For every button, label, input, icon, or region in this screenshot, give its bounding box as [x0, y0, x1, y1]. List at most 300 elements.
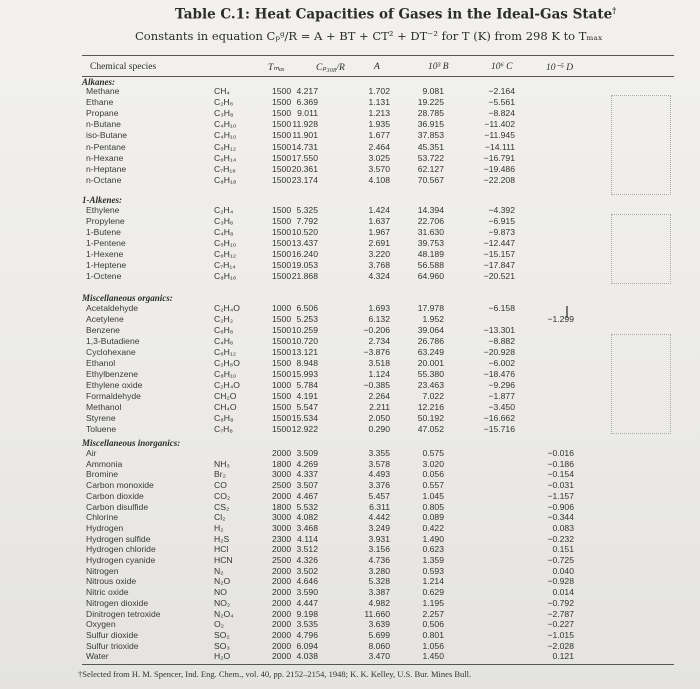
table-row [0, 314, 700, 324]
cell-a: 3.578 [368, 458, 390, 469]
cell-a: 6.311 [369, 501, 390, 512]
cell-c: −11.945 [484, 130, 515, 141]
section-label-alkenes: 1-Alkenes: [82, 195, 122, 205]
table-row [0, 619, 700, 629]
cell-tmax: 2500 [272, 480, 292, 491]
cell-tmax: 1500 [272, 391, 292, 401]
cell-name: 1-Butene [86, 227, 121, 237]
table-row [0, 424, 700, 434]
cell-name: Air [86, 448, 97, 458]
table-row [0, 469, 700, 479]
cell-d: −2.787 [547, 608, 574, 619]
cell-d: −0.344 [547, 512, 574, 523]
cell-name: 1,3-Butadiene [86, 336, 140, 346]
cell-cp: 13.437 [291, 238, 318, 248]
cell-c: −4.392 [488, 205, 515, 215]
table-row [0, 598, 700, 608]
cell-formula: CS₂ [214, 501, 230, 512]
table-row [0, 587, 700, 597]
cell-cp: 3.507 [296, 480, 318, 491]
cell-a: 3.639 [368, 619, 390, 630]
cell-b: 36.915 [417, 119, 444, 130]
cell-tmax: 1500 [272, 325, 292, 335]
cell-formula: N₂O₄ [214, 608, 234, 619]
cell-c: −15.716 [483, 424, 515, 434]
header-b: 10³ B [428, 62, 449, 72]
table-row [0, 249, 700, 259]
table-row [0, 480, 700, 490]
cell-cp: 4.646 [296, 576, 318, 587]
cell-d: −0.232 [547, 533, 574, 544]
cell-a: −0.206 [363, 325, 390, 335]
cell-tmax: 2000 [272, 640, 292, 651]
cell-a: 2.734 [368, 336, 390, 346]
cell-b: 1.952 [422, 314, 444, 324]
cell-a: 4.982 [368, 597, 390, 608]
cell-b: 39.064 [417, 325, 444, 335]
cell-b: 64.960 [417, 271, 444, 281]
cell-name: Nitrogen dioxide [86, 597, 149, 608]
section-label-misc-organics: Miscellaneous organics: [82, 293, 173, 303]
cell-name: Hydrogen sulfide [86, 533, 151, 544]
table-row [0, 566, 700, 576]
cell-name: Methane [86, 86, 120, 96]
section-label-misc-inorganics: Miscellaneous inorganics: [82, 438, 181, 448]
cell-name: Chlorine [86, 512, 119, 523]
table-row [0, 142, 700, 152]
cell-name: Benzene [86, 325, 120, 335]
cell-b: 3.020 [422, 458, 444, 469]
cell-tmax: 1500 [272, 119, 292, 130]
cell-name: Cyclohexane [86, 347, 136, 357]
cell-cp: 5.532 [296, 501, 318, 512]
table-row [0, 609, 700, 619]
table-row [0, 358, 700, 368]
cell-cp: 5.784 [296, 380, 318, 390]
cell-formula: SO₂ [214, 629, 230, 640]
cell-formula: SO₃ [214, 640, 230, 651]
cell-name: 1-Hexene [86, 249, 124, 259]
cell-d: −1.299 [547, 314, 574, 324]
cell-a: 1.637 [368, 216, 390, 226]
table-row [0, 651, 700, 661]
table-title: Table C.1: Heat Capacities of Gases in the Ideal-Gas State† [175, 5, 617, 23]
table-row [0, 523, 700, 533]
cell-d: 0.014 [552, 587, 574, 598]
cell-name: Ethylene [86, 205, 120, 215]
cell-tmax: 1500 [272, 163, 292, 174]
cell-b: 31.630 [417, 227, 444, 237]
cell-name: Propylene [86, 216, 125, 226]
table-row [0, 175, 700, 185]
cell-name: Nitrogen [86, 565, 119, 576]
table-row [0, 448, 700, 458]
cell-b: 1.450 [422, 651, 444, 662]
cell-b: 39.753 [417, 238, 444, 248]
cell-formula: C₄H₆ [214, 336, 234, 346]
cell-cp: 3.512 [296, 544, 318, 555]
cell-a: −3.876 [363, 347, 390, 357]
cell-name: Propane [86, 108, 119, 119]
cell-name: Ammonia [86, 458, 123, 469]
cell-name: Ethane [86, 97, 114, 108]
cell-cp: 3.590 [296, 587, 318, 598]
cell-cp: 4.038 [296, 651, 318, 662]
cell-name: 1-Heptene [86, 260, 127, 270]
cell-a: 3.156 [368, 544, 390, 555]
cell-b: 0.422 [422, 522, 444, 533]
cell-c: −17.847 [483, 260, 515, 270]
cell-tmax: 2000 [272, 448, 292, 458]
cell-tmax: 1500 [272, 141, 292, 152]
cell-b: 0.506 [422, 619, 444, 630]
cell-tmax: 1500 [272, 152, 292, 163]
table-row [0, 347, 700, 357]
cell-tmax: 1500 [272, 271, 292, 281]
cell-b: 1.195 [422, 597, 444, 608]
cell-cp: 5.547 [296, 402, 318, 412]
cell-a: 6.132 [368, 314, 390, 324]
table-row [0, 491, 700, 501]
cell-b: 0.805 [422, 501, 444, 512]
table-row [0, 502, 700, 512]
cell-d: −1.157 [547, 490, 574, 501]
cell-a: 2.050 [368, 413, 390, 423]
cell-tmax: 2000 [272, 565, 292, 576]
cell-cp: 23.174 [291, 174, 318, 185]
footer-rule [82, 664, 674, 665]
header-species: Chemical species [90, 62, 157, 72]
cell-tmax: 1500 [272, 402, 292, 412]
cell-cp: 10.720 [291, 336, 318, 346]
cell-name: Bromine [86, 469, 118, 480]
cell-formula: C₈H₁₀ [214, 369, 237, 379]
cell-formula: C₄H₁₀ [214, 119, 237, 130]
cell-d: −0.016 [547, 448, 574, 458]
cell-name: n-Octane [86, 174, 122, 185]
cell-b: 50.192 [417, 413, 444, 423]
cell-a: 3.025 [368, 152, 390, 163]
cell-b: 37.853 [417, 130, 444, 141]
cell-name: Styrene [86, 413, 116, 423]
cell-c: −3.450 [488, 402, 515, 412]
table-row [0, 380, 700, 390]
cell-b: 26.786 [417, 336, 444, 346]
cell-formula: C₈H₁₆ [214, 271, 237, 281]
cell-name: Hydrogen chloride [86, 544, 156, 555]
cell-a: 1.131 [368, 97, 390, 108]
cell-cp: 8.948 [296, 358, 318, 368]
cell-formula: NO₂ [214, 597, 231, 608]
cell-formula: C₂H₄O [214, 380, 240, 390]
cell-a: 1.424 [368, 205, 390, 215]
table-row [0, 544, 700, 554]
cell-name: Ethylbenzene [86, 369, 139, 379]
cell-cp: 16.240 [291, 249, 318, 259]
cell-a: 4.324 [368, 271, 390, 281]
cell-formula: C₅H₁₀ [214, 238, 237, 248]
table-subtitle: Constants in equation Cₚᵍ/R = A + BT + CT² + DT⁻² for T (K) from 298 K to Tₘₐₓ [135, 29, 603, 43]
cell-b: 9.081 [422, 86, 444, 96]
cell-cp: 13.121 [291, 347, 318, 357]
table-row [0, 227, 700, 237]
cell-c: −12.447 [483, 238, 515, 248]
header-d: 10⁻⁵ D [546, 63, 574, 73]
table-row [0, 641, 700, 651]
cell-name: Hydrogen [86, 522, 124, 533]
cell-tmax: 2300 [272, 533, 292, 544]
cell-a: 3.249 [368, 522, 390, 533]
cell-formula: Br₂ [214, 469, 226, 480]
cell-name: n-Hexane [86, 152, 124, 163]
cell-formula: H₂S [214, 533, 230, 544]
cell-b: 1.056 [422, 640, 444, 651]
header-bottom-rule [82, 76, 674, 77]
cell-a: 1.677 [368, 130, 390, 141]
cell-tmax: 2000 [272, 544, 292, 555]
cell-tmax: 1500 [272, 249, 292, 259]
cell-b: 0.089 [422, 512, 444, 523]
cell-a: 3.931 [368, 533, 390, 544]
cell-c: −16.791 [483, 152, 515, 163]
cell-b: 17.978 [417, 303, 444, 313]
cell-name: Methanol [86, 402, 122, 412]
cell-b: 56.588 [417, 260, 444, 270]
cell-b: 0.801 [422, 629, 444, 640]
cell-cp: 9.011 [297, 108, 318, 119]
cell-name: Nitric oxide [86, 587, 129, 598]
table-row [0, 271, 700, 281]
cell-c: −1.877 [488, 391, 515, 401]
cell-cp: 6.506 [296, 303, 318, 313]
cell-b: 28.785 [417, 108, 444, 119]
cell-formula: C₆H₆ [214, 325, 234, 335]
cell-d: −0.186 [547, 458, 574, 469]
cell-name: Dinitrogen tetroxide [86, 608, 161, 619]
cell-b: 12.216 [417, 402, 444, 412]
cell-cp: 3.468 [296, 522, 318, 533]
cell-cp: 5.325 [296, 205, 318, 215]
cell-c: −22.208 [483, 174, 515, 185]
cell-name: Ethanol [86, 358, 116, 368]
cell-cp: 4.114 [297, 533, 318, 544]
cell-b: 19.225 [417, 97, 444, 108]
cell-formula: C₃H₈ [214, 108, 234, 119]
cell-a: −0.385 [363, 380, 390, 390]
cell-b: 55.380 [417, 369, 444, 379]
cell-formula: C₂H₄O [214, 303, 240, 313]
cell-a: 1.967 [368, 227, 390, 237]
cell-formula: C₂H₂ [214, 314, 234, 324]
cell-formula: CH₄O [214, 402, 237, 412]
cell-name: Toluene [86, 424, 117, 434]
cell-c: −20.928 [483, 347, 515, 357]
header-c: 10⁶ C [491, 62, 513, 72]
cell-tmax: 2000 [272, 608, 292, 619]
cell-a: 0.290 [368, 424, 390, 434]
cell-cp: 20.361 [291, 163, 318, 174]
cell-a: 1.935 [368, 119, 390, 130]
table-row [0, 512, 700, 522]
cell-cp: 12.922 [291, 424, 318, 434]
cell-c: −16.662 [483, 413, 515, 423]
cell-b: 0.629 [422, 587, 444, 598]
cell-cp: 6.094 [296, 640, 318, 651]
cell-b: 48.189 [417, 249, 444, 259]
cell-formula: C₄H₁₀ [214, 130, 237, 141]
cell-formula: HCl [214, 544, 229, 555]
cell-name: Oxygen [86, 619, 116, 630]
cell-c: −6.158 [488, 303, 515, 313]
cell-formula: NO [214, 587, 227, 598]
cell-tmax: 1500 [272, 260, 292, 270]
cell-cp: 7.792 [296, 216, 318, 226]
cell-cp: 11.901 [292, 130, 318, 141]
cell-formula: O₂ [214, 619, 225, 630]
header-top-rule [82, 55, 674, 56]
cell-b: 1.359 [422, 555, 444, 565]
cell-d: −0.906 [547, 501, 574, 512]
cell-a: 2.211 [369, 402, 390, 412]
cell-formula: C₇H₈ [214, 424, 233, 434]
table-row [0, 205, 700, 215]
cell-cp: 4.217 [296, 86, 318, 96]
cell-d: −0.227 [547, 619, 574, 630]
cell-formula: Cl₂ [214, 512, 226, 523]
cell-name: Formaldehyde [86, 391, 141, 401]
cell-formula: CH₄ [214, 86, 230, 96]
cell-formula: C₅H₁₂ [214, 141, 237, 152]
cell-cp: 4.337 [296, 469, 318, 480]
cell-b: 53.722 [417, 152, 444, 163]
table-row [0, 97, 700, 107]
cell-cp: 10.520 [291, 227, 318, 237]
cell-d: 0.083 [552, 522, 574, 533]
table-row [0, 153, 700, 163]
cell-cp: 4.796 [296, 629, 318, 640]
cell-a: 1.124 [368, 369, 390, 379]
cell-a: 3.387 [368, 587, 390, 598]
cell-tmax: 3000 [272, 469, 292, 480]
table-row [0, 164, 700, 174]
cell-a: 11.660 [364, 608, 390, 619]
cell-formula: C₇H₁₆ [214, 163, 236, 174]
cell-b: 0.575 [422, 448, 444, 458]
cell-formula: NH₃ [214, 458, 230, 469]
cell-cp: 15.993 [291, 369, 318, 379]
cell-c: −11.402 [484, 119, 515, 130]
table-row [0, 86, 700, 96]
cell-a: 4.493 [368, 469, 390, 480]
cell-formula: C₈H₈ [214, 413, 234, 423]
cell-tmax: 2000 [272, 587, 292, 598]
cell-tmax: 2500 [272, 555, 292, 565]
cell-formula: C₂H₄ [214, 205, 234, 215]
section-label-alkanes: Alkanes: [82, 77, 116, 87]
cell-b: 70.567 [417, 174, 444, 185]
cell-cp: 4.082 [296, 512, 318, 523]
cell-cp: 3.535 [296, 619, 318, 630]
cell-d: 0.151 [552, 544, 574, 555]
cell-tmax: 1500 [272, 86, 292, 96]
cell-formula: H₂ [214, 522, 224, 533]
cell-b: 62.127 [417, 163, 444, 174]
cell-b: 23.463 [417, 380, 444, 390]
cell-b: 1.045 [422, 490, 444, 501]
cell-cp: 19.053 [291, 260, 318, 270]
cell-cp: 14.731 [291, 141, 318, 152]
cell-formula: CO₂ [214, 490, 231, 501]
cell-a: 3.470 [368, 651, 390, 662]
cell-d: −1.015 [547, 629, 574, 640]
header-tmax: Tₘₐₓ [268, 63, 285, 73]
cell-c: −2.164 [488, 86, 515, 96]
cell-name: iso-Butane [86, 130, 128, 141]
cell-tmax: 1500 [272, 369, 292, 379]
header-cp298: Cₚ₃₀₈/R [316, 63, 345, 73]
cell-d: 0.040 [552, 565, 574, 576]
cell-tmax: 3000 [272, 512, 292, 523]
cell-b: 0.557 [422, 480, 444, 491]
cell-name: n-Pentane [86, 141, 126, 152]
cell-tmax: 1500 [272, 314, 292, 324]
table-row [0, 216, 700, 226]
cell-tmax: 2000 [272, 619, 292, 630]
cell-name: Sulfur dioxide [86, 629, 139, 640]
cell-a: 3.355 [368, 448, 390, 458]
cell-d: 0.121 [552, 651, 574, 662]
table-row [0, 325, 700, 335]
cell-c: −8.882 [488, 336, 515, 346]
cell-c: −9.296 [488, 380, 515, 390]
cell-formula: CH₂O [214, 391, 237, 401]
cell-c: −5.561 [488, 97, 515, 108]
cell-a: 1.213 [368, 108, 390, 119]
cell-cp: 4.269 [296, 458, 318, 469]
cell-formula: N₂ [214, 565, 224, 576]
cell-d: −2.028 [547, 640, 574, 651]
cell-formula: CO [214, 480, 227, 491]
cell-b: 20.001 [417, 358, 444, 368]
table-row [0, 369, 700, 379]
cell-name: Carbon disulfide [86, 501, 149, 512]
cell-tmax: 1500 [272, 358, 292, 368]
table-row [0, 413, 700, 423]
cell-formula: N₂O [214, 576, 231, 587]
cell-name: Nitrous oxide [86, 576, 137, 587]
cell-cp: 10.259 [291, 325, 318, 335]
cell-b: 1.490 [422, 533, 444, 544]
cell-formula: C₆H₁₂ [214, 347, 237, 357]
cell-a: 1.702 [368, 86, 390, 96]
cell-cp: 4.326 [296, 555, 318, 565]
cell-c: −20.521 [483, 271, 515, 281]
cell-tmax: 1800 [272, 501, 292, 512]
table-row [0, 238, 700, 248]
cell-a: 3.376 [368, 480, 390, 491]
cell-cp: 4.447 [296, 597, 318, 608]
cell-tmax: 1500 [272, 216, 292, 226]
table-row [0, 391, 700, 401]
cell-d: −0.031 [547, 480, 574, 491]
table-row [0, 260, 700, 270]
cell-tmax: 2000 [272, 629, 292, 640]
cell-formula: C₆H₁₄ [214, 152, 237, 163]
cell-tmax: 2000 [272, 490, 292, 501]
cell-a: 3.570 [368, 163, 390, 174]
cell-tmax: 1500 [272, 227, 292, 237]
table-row [0, 534, 700, 544]
